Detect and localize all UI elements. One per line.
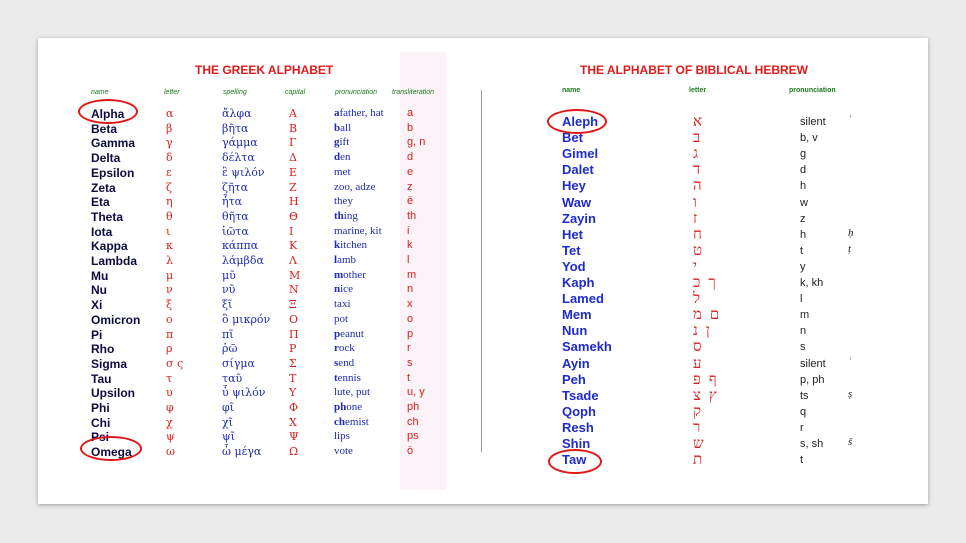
greek-capital: Η — [289, 195, 299, 209]
greek-title: THE GREEK ALPHABET — [195, 63, 334, 77]
greek-spelling: δέλτα — [222, 151, 255, 165]
hebrew-letter-name: Kaph — [562, 275, 595, 290]
hebrew-letter-name: Yod — [562, 258, 586, 274]
greek-letter-name: Omicron — [91, 312, 141, 327]
greek-spelling: φῖ — [222, 401, 235, 414]
hebrew-pronunciation: w — [800, 196, 808, 209]
greek-capital: Β — [289, 121, 298, 135]
greek-transliteration: m — [407, 268, 417, 281]
greek-capital: Φ — [289, 401, 299, 414]
pronunciation-rest: marine, kit — [334, 224, 382, 237]
hebrew-pronunciation: h — [800, 228, 807, 241]
greek-transliteration: e — [407, 165, 414, 178]
greek-pronunciation — [334, 386, 370, 398]
pronunciation-rest: ock — [338, 342, 355, 355]
greek-letter-name: Chi — [91, 415, 111, 430]
hebrew-letter-form: ע — [693, 353, 702, 372]
hebrew-letter-name: Peh — [562, 371, 586, 387]
greek-capital: Λ — [289, 254, 297, 267]
greek-pronunciation — [334, 401, 362, 413]
greek-capital: Ξ — [289, 298, 297, 312]
greek-spelling: θῆτα — [222, 209, 249, 223]
greek-pronunciation — [334, 107, 384, 119]
hebrew-letter-name: Nun — [562, 323, 588, 339]
greek-capital: Σ — [289, 356, 297, 370]
greek-transliteration: u, y — [407, 386, 425, 399]
greek-letter-name: Psi — [91, 430, 110, 445]
greek-letter-name: Kappa — [91, 239, 128, 254]
hebrew-transliteration: ṭ — [848, 242, 852, 255]
hebrew-letter-name: Samekh — [562, 339, 612, 355]
greek-lowercase: ι — [166, 224, 171, 238]
hebrew-letter-name: Resh — [562, 419, 594, 435]
hebrew-pronunciation: silent — [800, 357, 826, 370]
greek-pronunciation — [334, 313, 348, 325]
greek-lowercase: α — [166, 107, 174, 120]
hebrew-final-form: ם — [709, 305, 720, 324]
greek-transliteration: s — [407, 356, 413, 369]
hebrew-pronunciation: q — [800, 405, 807, 418]
greek-letter-name: Delta — [91, 151, 121, 166]
greek-capital: Τ — [289, 371, 297, 385]
greek-lowercase: π — [166, 327, 174, 341]
hebrew-pronunciation: silent — [800, 116, 826, 128]
greek-letter-name: Nu — [91, 283, 107, 298]
greek-spelling: βῆτα — [222, 121, 249, 135]
greek-header-spelling: spelling — [223, 89, 247, 96]
greek-pronunciation — [334, 122, 351, 134]
hebrew-letter-name: Bet — [562, 130, 583, 146]
hebrew-letter-form: ש — [693, 434, 704, 452]
pronunciation-rest: ift — [339, 136, 350, 149]
greek-spelling: ἄλφα — [222, 107, 252, 120]
pronunciation-rest: ing — [343, 209, 358, 222]
greek-pronunciation — [334, 210, 358, 222]
greek-spelling: γάμμα — [222, 136, 258, 150]
greek-pronunciation — [334, 416, 369, 428]
pronunciation-emphasis: ph — [334, 401, 347, 413]
greek-lowercase: ε — [166, 165, 172, 179]
greek-header-capital: capital — [285, 89, 306, 96]
greek-lowercase: κ — [166, 239, 173, 253]
hebrew-letter-form: ז — [693, 208, 698, 227]
greek-lowercase: ψ — [166, 430, 175, 444]
hebrew-letter-name: Mem — [562, 307, 592, 323]
alphabet-slide — [38, 38, 928, 504]
hebrew-header-letter: letter — [689, 87, 707, 94]
hebrew-letter-name: Tet — [562, 242, 581, 258]
greek-pronunciation — [334, 269, 366, 281]
hebrew-letter-form: ר — [693, 417, 701, 436]
greek-transliteration: k — [407, 239, 413, 252]
hebrew-letter-name: Tsade — [562, 387, 599, 403]
pronunciation-emphasis: k — [334, 239, 341, 252]
greek-transliteration: z — [407, 180, 413, 193]
hebrew-pronunciation: m — [800, 309, 810, 322]
hebrew-pronunciation: z — [800, 212, 806, 225]
greek-capital: Θ — [289, 209, 299, 223]
pronunciation-rest: met — [334, 165, 351, 178]
pronunciation-emphasis: s — [334, 356, 339, 369]
pronunciation-rest: other — [343, 268, 366, 281]
hebrew-pronunciation: s — [800, 341, 806, 354]
hebrew-letter-form: נ — [693, 321, 698, 340]
greek-letter-name: Lambda — [91, 254, 138, 268]
pronunciation-rest: itchen — [340, 239, 368, 252]
hebrew-letter-name: Aleph — [562, 114, 599, 129]
pronunciation-rest: all — [340, 121, 352, 134]
greek-pronunciation — [334, 430, 350, 442]
pronunciation-rest: end — [338, 356, 355, 369]
greek-letter-name: Beta — [91, 121, 118, 136]
hebrew-pronunciation: t — [800, 454, 804, 467]
greek-transliteration: b — [407, 121, 414, 134]
greek-capital: Ρ — [289, 342, 297, 356]
greek-spelling: ταῦ — [222, 371, 243, 385]
greek-transliteration: t — [407, 371, 411, 384]
hebrew-pronunciation: g — [800, 148, 807, 161]
hebrew-header-pronunciation: pronunciation — [789, 87, 836, 94]
hebrew-header-name: name — [562, 87, 581, 94]
hebrew-letter-form: ק — [693, 401, 702, 420]
hebrew-letter-form: פ — [693, 369, 701, 388]
hebrew-letter-form: ל — [693, 289, 701, 308]
hebrew-letter — [693, 450, 702, 469]
hebrew-letter-form: ה — [693, 176, 702, 195]
greek-transliteration: x — [407, 298, 413, 311]
greek-capital: Χ — [289, 415, 297, 429]
greek-spelling: πῖ — [222, 327, 234, 341]
greek-capital: Ω — [289, 445, 299, 459]
greek-lowercase: ζ — [166, 180, 172, 194]
pronunciation-emphasis: l — [334, 254, 338, 266]
greek-letter-name: Rho — [91, 342, 115, 357]
greek-capital: Π — [289, 327, 299, 341]
greek-lowercase: μ — [166, 268, 174, 282]
greek-lowercase: χ — [166, 415, 173, 429]
greek-transliteration: g, n — [407, 136, 426, 149]
greek-spelling: ῥῶ — [222, 342, 238, 356]
hebrew-letter-name: Qoph — [562, 403, 596, 419]
highlight-ring-alpha — [78, 99, 138, 124]
greek-pronunciation — [334, 166, 351, 178]
hebrew-letter-form: ט — [693, 240, 703, 259]
pronunciation-rest: lute, put — [334, 386, 371, 399]
hebrew-letter-form: מ — [693, 305, 702, 324]
section-divider — [481, 90, 482, 452]
hebrew-letter-form: ד — [693, 160, 701, 179]
greek-pronunciation — [334, 372, 361, 384]
greek-spelling: λάμβδα — [222, 254, 264, 267]
greek-pronunciation — [334, 445, 353, 457]
greek-pronunciation — [334, 225, 382, 237]
greek-lowercase: β — [166, 121, 173, 135]
hebrew-final-form: ן — [705, 321, 710, 340]
greek-letter-name: Phi — [91, 401, 110, 415]
greek-lowercase: λ — [166, 254, 173, 267]
greek-pronunciation — [334, 239, 367, 251]
greek-letter-name: Alpha — [91, 107, 125, 121]
greek-transliteration: ps — [407, 430, 419, 443]
hebrew-letter-name: Taw — [562, 452, 587, 468]
greek-letter-name: Mu — [91, 268, 109, 283]
greek-capital: Ψ — [289, 430, 299, 444]
highlight-ring-omega — [80, 436, 142, 461]
greek-transliteration: r — [407, 342, 411, 355]
hebrew-pronunciation: d — [800, 164, 807, 177]
hebrew-letter-name: Ayin — [562, 355, 590, 371]
hebrew-letter-form: ס — [693, 337, 702, 356]
greek-letter-name: Epsilon — [91, 165, 135, 180]
greek-capital: Ζ — [289, 180, 297, 194]
greek-spelling: ἦτα — [222, 195, 243, 209]
hebrew-letter-form: כ — [693, 273, 701, 291]
pronunciation-emphasis: r — [334, 342, 339, 355]
highlight-ring-taw — [548, 449, 602, 474]
pronunciation-rest: pot — [334, 312, 349, 325]
greek-letter-name: Theta — [91, 209, 124, 224]
greek-lowercase: ο — [166, 312, 173, 326]
greek-pronunciation — [334, 151, 351, 163]
pronunciation-emphasis: t — [334, 371, 338, 384]
highlight-ring-aleph — [547, 109, 607, 134]
greek-transliteration: p — [407, 327, 414, 340]
greek-pronunciation — [334, 136, 349, 148]
greek-header-name: name — [91, 89, 109, 96]
greek-header-letter: letter — [164, 89, 180, 96]
greek-spelling: ζῆτα — [222, 180, 249, 194]
hebrew-letter-form: ב — [693, 128, 701, 147]
greek-transliteration: th — [407, 209, 417, 222]
pronunciation-rest: they — [334, 195, 353, 208]
greek-pronunciation — [334, 195, 353, 207]
hebrew-letter-name: Gimel — [562, 146, 599, 162]
pronunciation-emphasis: b — [334, 121, 341, 134]
greek-spelling: σίγμα — [222, 356, 255, 370]
greek-transliteration: ē — [407, 195, 414, 208]
hebrew-pronunciation: t — [800, 244, 804, 257]
pronunciation-emphasis: n — [334, 283, 341, 296]
greek-lowercase: φ — [166, 401, 174, 414]
greek-spelling: ὦ μέγα — [222, 445, 262, 459]
pronunciation-rest: vote — [334, 445, 353, 458]
greek-letter-name: Omega — [91, 445, 132, 460]
greek-letter-name: Iota — [91, 224, 113, 239]
greek-spelling: ἒ ψιλόν — [222, 165, 265, 179]
hebrew-final-form: ך — [708, 273, 716, 291]
hebrew-pronunciation: p, ph — [800, 373, 825, 386]
hebrew-letter-form: צ — [693, 385, 701, 404]
hebrew-letter-name: Lamed — [562, 291, 604, 307]
greek-letter-name: Pi — [91, 327, 103, 342]
greek-lowercase: τ — [166, 371, 173, 385]
pronunciation-emphasis: m — [334, 268, 344, 281]
greek-spelling: κάππα — [222, 239, 259, 253]
greek-spelling: ψῖ — [222, 430, 235, 444]
greek-lowercase: ν — [166, 283, 173, 297]
hebrew-transliteration: š — [848, 436, 853, 448]
greek-capital: Δ — [289, 151, 297, 165]
hebrew-transliteration: ʾ — [848, 114, 852, 126]
greek-capital: Υ — [289, 386, 297, 400]
hebrew-letter-form: ו — [693, 192, 697, 211]
hebrew-pronunciation: n — [800, 325, 807, 338]
greek-spelling: νῦ — [222, 283, 236, 297]
greek-pronunciation — [334, 283, 353, 295]
greek-transliteration: a — [407, 107, 414, 119]
pronunciation-rest: emist — [345, 415, 369, 428]
hebrew-transliteration: ḥ — [848, 226, 854, 239]
hebrew-letter-name: Shin — [562, 436, 591, 451]
greek-capital: Γ — [289, 136, 297, 150]
greek-lowercase: δ — [166, 151, 173, 165]
greek-letter-name: Upsilon — [91, 386, 135, 401]
hebrew-pronunciation: l — [800, 293, 803, 306]
greek-letter-name: Zeta — [91, 180, 116, 195]
greek-lowercase: σ ς — [166, 356, 184, 370]
hebrew-transliteration: ʿ — [848, 355, 852, 368]
greek-lowercase: ω — [166, 445, 175, 459]
hebrew-letter-form: י — [693, 256, 697, 275]
hebrew-pronunciation: k, kh — [800, 277, 824, 289]
greek-capital: Μ — [289, 268, 301, 282]
hebrew-letter-name: Hey — [562, 178, 586, 194]
greek-header-pronunciation: pronunciation — [335, 89, 378, 96]
greek-letter-name: Xi — [91, 298, 103, 313]
hebrew-letter-form: ג — [693, 144, 698, 163]
pronunciation-rest: lips — [334, 430, 350, 443]
hebrew-letter-name: Waw — [562, 194, 592, 210]
greek-letter-name: Tau — [91, 371, 112, 386]
pronunciation-emphasis: th — [334, 209, 344, 222]
greek-lowercase: θ — [166, 209, 173, 223]
greek-letter-name: Gamma — [91, 136, 136, 151]
greek-transliteration: d — [407, 151, 414, 164]
greek-lowercase: γ — [166, 136, 173, 150]
pronunciation-rest: en — [340, 151, 351, 164]
greek-pronunciation — [334, 181, 376, 193]
greek-transliteration: o — [407, 312, 414, 325]
hebrew-letter-form: א — [693, 112, 703, 130]
greek-capital: Ι — [289, 224, 294, 238]
pronunciation-emphasis: ch — [334, 415, 345, 428]
greek-spelling: χῖ — [222, 415, 233, 429]
pronunciation-emphasis: d — [334, 151, 341, 164]
hebrew-pronunciation: y — [800, 260, 806, 273]
greek-lowercase: ξ — [166, 298, 173, 312]
greek-spelling: ὖ ψιλόν — [222, 386, 266, 400]
greek-pronunciation — [334, 342, 355, 354]
hebrew-title: THE ALPHABET OF BIBLICAL HEBREW — [580, 63, 808, 77]
greek-transliteration: l — [407, 254, 410, 266]
pronunciation-rest: taxi — [334, 298, 351, 311]
hebrew-letter-name: Dalet — [562, 162, 594, 178]
pronunciation-emphasis: p — [334, 327, 341, 340]
hebrew-letter-form: ת — [693, 450, 703, 469]
greek-letter-name: Eta — [91, 195, 110, 210]
greek-lowercase: υ — [166, 386, 173, 400]
hebrew-transliteration: ṣ — [848, 387, 853, 400]
greek-spelling: ἰῶτα — [222, 224, 249, 238]
greek-spelling: μῦ — [222, 268, 236, 282]
greek-capital: Α — [289, 107, 297, 120]
greek-capital: Ν — [289, 283, 299, 297]
hebrew-letter-name: Het — [562, 226, 583, 242]
pronunciation-rest: ice — [340, 283, 353, 296]
greek-lowercase: η — [166, 195, 173, 209]
pronunciation-emphasis: a — [334, 107, 340, 119]
greek-header-transliteration: transliteration — [392, 89, 435, 96]
pronunciation-rest: zoo, adze — [334, 180, 376, 193]
hebrew-final-form: ף — [708, 369, 717, 388]
greek-transliteration: ō — [407, 445, 414, 458]
greek-capital: Ε — [289, 165, 298, 179]
greek-transliteration: i — [407, 224, 410, 237]
pronunciation-rest: one — [346, 401, 363, 413]
hebrew-pronunciation: b, v — [800, 132, 818, 145]
greek-spelling: ξῖ — [222, 298, 233, 312]
hebrew-final-form: ץ — [708, 385, 717, 404]
greek-spelling: ὂ μικρόν — [222, 312, 271, 326]
greek-capital: Κ — [289, 239, 298, 253]
pronunciation-rest: ennis — [337, 371, 361, 384]
hebrew-letter-name: Zayin — [562, 210, 596, 226]
greek-lowercase: ρ — [166, 342, 173, 356]
greek-pronunciation — [334, 298, 351, 310]
pronunciation-rest: amb — [337, 254, 357, 266]
greek-letter-name: Sigma — [91, 356, 128, 371]
pronunciation-rest: father, hat — [339, 107, 384, 119]
greek-pronunciation — [334, 357, 354, 369]
greek-transliteration: ph — [407, 401, 420, 413]
greek-pronunciation — [334, 254, 356, 266]
pronunciation-emphasis: g — [334, 136, 340, 149]
greek-transliteration: ch — [407, 415, 419, 428]
greek-capital: Ο — [289, 312, 299, 326]
hebrew-letter-form: ח — [693, 224, 702, 243]
hebrew-pronunciation: s, sh — [800, 438, 824, 450]
greek-transliteration: n — [407, 283, 414, 296]
hebrew-pronunciation: r — [800, 421, 804, 434]
hebrew-pronunciation: ts — [800, 389, 809, 402]
greek-pronunciation — [334, 328, 364, 340]
hebrew-pronunciation: h — [800, 180, 807, 193]
pronunciation-rest: eanut — [340, 327, 364, 340]
